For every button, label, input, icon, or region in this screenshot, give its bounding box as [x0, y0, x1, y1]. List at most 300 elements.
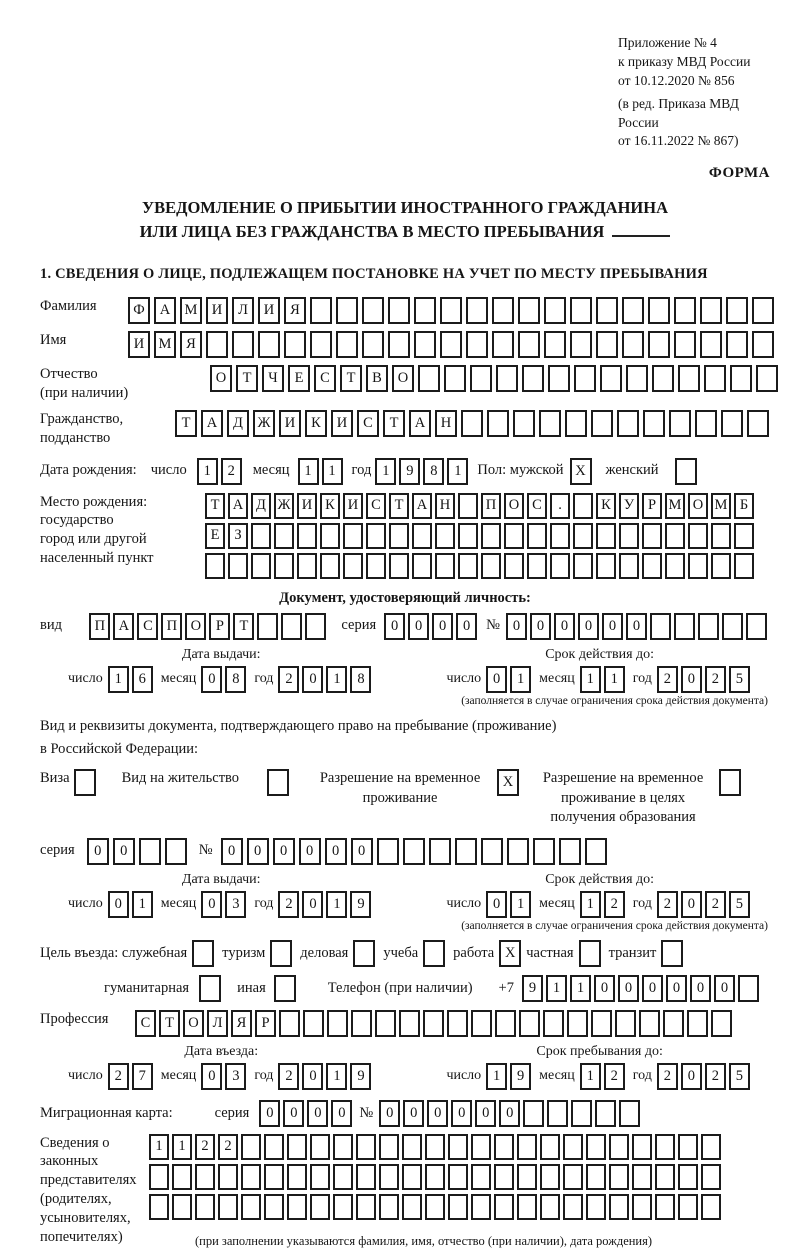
- char-box[interactable]: [756, 365, 778, 392]
- char-box[interactable]: О: [688, 493, 708, 519]
- char-box[interactable]: [559, 838, 581, 865]
- char-box[interactable]: [722, 613, 743, 640]
- char-box[interactable]: [492, 297, 514, 324]
- char-box[interactable]: 0: [299, 838, 321, 865]
- char-box[interactable]: [481, 523, 501, 549]
- purpose-work-checkbox[interactable]: X: [499, 940, 521, 967]
- char-box[interactable]: [403, 838, 425, 865]
- char-box[interactable]: 0: [408, 613, 429, 640]
- char-box[interactable]: [504, 523, 524, 549]
- char-box[interactable]: [343, 523, 363, 549]
- char-box[interactable]: [379, 1164, 399, 1190]
- char-box[interactable]: А: [409, 410, 431, 437]
- char-box[interactable]: [297, 553, 317, 579]
- char-box[interactable]: [619, 1100, 640, 1127]
- char-box[interactable]: [609, 1194, 629, 1220]
- purpose-humanitarian-checkbox[interactable]: [199, 975, 221, 1002]
- char-box[interactable]: 0: [554, 613, 575, 640]
- char-box[interactable]: [320, 553, 340, 579]
- char-box[interactable]: [730, 365, 752, 392]
- char-box[interactable]: И: [279, 410, 301, 437]
- char-box[interactable]: Т: [159, 1010, 180, 1037]
- char-box[interactable]: [264, 1194, 284, 1220]
- char-box[interactable]: 0: [618, 975, 639, 1002]
- temp-residence-checkbox[interactable]: X: [497, 769, 519, 796]
- char-box[interactable]: И: [258, 297, 280, 324]
- char-box[interactable]: [701, 1164, 721, 1190]
- char-box[interactable]: Т: [236, 365, 258, 392]
- char-box[interactable]: [698, 613, 719, 640]
- char-box[interactable]: 0: [201, 666, 222, 693]
- char-box[interactable]: [711, 1010, 732, 1037]
- char-box[interactable]: [471, 1164, 491, 1190]
- char-box[interactable]: Н: [435, 410, 457, 437]
- char-box[interactable]: [563, 1194, 583, 1220]
- char-box[interactable]: 8: [350, 666, 371, 693]
- char-box[interactable]: [586, 1134, 606, 1160]
- char-box[interactable]: [711, 523, 731, 549]
- char-box[interactable]: [412, 553, 432, 579]
- char-box[interactable]: [232, 331, 254, 358]
- char-box[interactable]: [241, 1164, 261, 1190]
- char-box[interactable]: А: [228, 493, 248, 519]
- char-box[interactable]: [455, 838, 477, 865]
- residence-permit-checkbox[interactable]: [267, 769, 289, 796]
- char-box[interactable]: [414, 297, 436, 324]
- char-box[interactable]: [688, 523, 708, 549]
- char-box[interactable]: 0: [427, 1100, 448, 1127]
- char-box[interactable]: [600, 365, 622, 392]
- char-box[interactable]: 0: [486, 666, 507, 693]
- char-box[interactable]: Л: [232, 297, 254, 324]
- char-box[interactable]: [726, 297, 748, 324]
- char-box[interactable]: 1: [326, 666, 347, 693]
- char-box[interactable]: [195, 1194, 215, 1220]
- char-box[interactable]: [366, 523, 386, 549]
- char-box[interactable]: А: [154, 297, 176, 324]
- char-box[interactable]: [481, 838, 503, 865]
- char-box[interactable]: [448, 1164, 468, 1190]
- char-box[interactable]: [494, 1164, 514, 1190]
- char-box[interactable]: 0: [302, 1063, 323, 1090]
- char-box[interactable]: [734, 553, 754, 579]
- char-box[interactable]: [333, 1134, 353, 1160]
- char-box[interactable]: О: [185, 613, 206, 640]
- char-box[interactable]: 0: [113, 838, 135, 865]
- char-box[interactable]: [351, 1010, 372, 1037]
- char-box[interactable]: [466, 331, 488, 358]
- char-box[interactable]: [444, 365, 466, 392]
- char-box[interactable]: О: [392, 365, 414, 392]
- char-box[interactable]: Р: [255, 1010, 276, 1037]
- char-box[interactable]: 2: [278, 1063, 299, 1090]
- char-box[interactable]: С: [135, 1010, 156, 1037]
- char-box[interactable]: [700, 331, 722, 358]
- char-box[interactable]: 2: [705, 1063, 726, 1090]
- char-box[interactable]: [688, 553, 708, 579]
- char-box[interactable]: 1: [580, 666, 601, 693]
- char-box[interactable]: [591, 1010, 612, 1037]
- char-box[interactable]: К: [305, 410, 327, 437]
- char-box[interactable]: [619, 553, 639, 579]
- char-box[interactable]: Ж: [274, 493, 294, 519]
- char-box[interactable]: [356, 1134, 376, 1160]
- char-box[interactable]: [139, 838, 161, 865]
- char-box[interactable]: [663, 1010, 684, 1037]
- char-box[interactable]: А: [412, 493, 432, 519]
- char-box[interactable]: [471, 1194, 491, 1220]
- char-box[interactable]: [704, 365, 726, 392]
- char-box[interactable]: О: [504, 493, 524, 519]
- char-box[interactable]: [701, 1194, 721, 1220]
- char-box[interactable]: Е: [205, 523, 225, 549]
- char-box[interactable]: 9: [522, 975, 543, 1002]
- char-box[interactable]: Я: [231, 1010, 252, 1037]
- char-box[interactable]: [609, 1164, 629, 1190]
- char-box[interactable]: Н: [435, 493, 455, 519]
- char-box[interactable]: [466, 297, 488, 324]
- char-box[interactable]: Я: [180, 331, 202, 358]
- char-box[interactable]: [241, 1134, 261, 1160]
- char-box[interactable]: 0: [475, 1100, 496, 1127]
- char-box[interactable]: Р: [642, 493, 662, 519]
- char-box[interactable]: 0: [666, 975, 687, 1002]
- char-box[interactable]: [228, 553, 248, 579]
- char-box[interactable]: Ф: [128, 297, 150, 324]
- char-box[interactable]: [320, 523, 340, 549]
- char-box[interactable]: [586, 1164, 606, 1190]
- char-box[interactable]: [458, 553, 478, 579]
- char-box[interactable]: [287, 1164, 307, 1190]
- char-box[interactable]: [550, 553, 570, 579]
- char-box[interactable]: 1: [604, 666, 625, 693]
- char-box[interactable]: [648, 297, 670, 324]
- char-box[interactable]: [435, 523, 455, 549]
- char-box[interactable]: [574, 365, 596, 392]
- char-box[interactable]: [674, 613, 695, 640]
- char-box[interactable]: И: [297, 493, 317, 519]
- char-box[interactable]: [747, 410, 769, 437]
- char-box[interactable]: Т: [233, 613, 254, 640]
- char-box[interactable]: М: [665, 493, 685, 519]
- char-box[interactable]: [257, 613, 278, 640]
- char-box[interactable]: [251, 553, 271, 579]
- char-box[interactable]: [642, 553, 662, 579]
- char-box[interactable]: [418, 365, 440, 392]
- char-box[interactable]: [619, 523, 639, 549]
- char-box[interactable]: 0: [307, 1100, 328, 1127]
- char-box[interactable]: [674, 331, 696, 358]
- char-box[interactable]: [241, 1194, 261, 1220]
- char-box[interactable]: [550, 523, 570, 549]
- char-box[interactable]: Р: [209, 613, 230, 640]
- char-box[interactable]: 1: [447, 458, 468, 485]
- char-box[interactable]: [440, 331, 462, 358]
- char-box[interactable]: [440, 297, 462, 324]
- char-box[interactable]: С: [314, 365, 336, 392]
- visa-checkbox[interactable]: [74, 769, 96, 796]
- char-box[interactable]: Л: [207, 1010, 228, 1037]
- char-box[interactable]: [287, 1194, 307, 1220]
- char-box[interactable]: [632, 1134, 652, 1160]
- char-box[interactable]: [425, 1194, 445, 1220]
- char-box[interactable]: [721, 410, 743, 437]
- char-box[interactable]: [687, 1010, 708, 1037]
- char-box[interactable]: [570, 297, 592, 324]
- char-box[interactable]: 0: [690, 975, 711, 1002]
- char-box[interactable]: [519, 1010, 540, 1037]
- char-box[interactable]: [527, 523, 547, 549]
- char-box[interactable]: 0: [432, 613, 453, 640]
- char-box[interactable]: 0: [384, 613, 405, 640]
- char-box[interactable]: Т: [340, 365, 362, 392]
- char-box[interactable]: 0: [273, 838, 295, 865]
- char-box[interactable]: [652, 365, 674, 392]
- char-box[interactable]: М: [711, 493, 731, 519]
- char-box[interactable]: [573, 493, 593, 519]
- char-box[interactable]: [412, 523, 432, 549]
- char-box[interactable]: И: [343, 493, 363, 519]
- char-box[interactable]: [591, 410, 613, 437]
- char-box[interactable]: [642, 523, 662, 549]
- char-box[interactable]: 0: [456, 613, 477, 640]
- char-box[interactable]: 0: [379, 1100, 400, 1127]
- char-box[interactable]: [527, 553, 547, 579]
- char-box[interactable]: Д: [251, 493, 271, 519]
- char-box[interactable]: О: [210, 365, 232, 392]
- char-box[interactable]: 1: [149, 1134, 169, 1160]
- char-box[interactable]: [303, 1010, 324, 1037]
- char-box[interactable]: [517, 1134, 537, 1160]
- char-box[interactable]: А: [201, 410, 223, 437]
- char-box[interactable]: 0: [714, 975, 735, 1002]
- char-box[interactable]: [655, 1194, 675, 1220]
- char-box[interactable]: [573, 523, 593, 549]
- char-box[interactable]: 5: [729, 666, 750, 693]
- char-box[interactable]: [470, 365, 492, 392]
- char-box[interactable]: 1: [580, 1063, 601, 1090]
- char-box[interactable]: [414, 331, 436, 358]
- char-box[interactable]: [343, 553, 363, 579]
- char-box[interactable]: [565, 410, 587, 437]
- char-box[interactable]: Т: [383, 410, 405, 437]
- char-box[interactable]: 0: [578, 613, 599, 640]
- char-box[interactable]: 0: [486, 891, 507, 918]
- char-box[interactable]: [402, 1164, 422, 1190]
- char-box[interactable]: [632, 1164, 652, 1190]
- char-box[interactable]: [540, 1194, 560, 1220]
- char-box[interactable]: [274, 553, 294, 579]
- char-box[interactable]: [595, 1100, 616, 1127]
- char-box[interactable]: [609, 1134, 629, 1160]
- char-box[interactable]: [539, 410, 561, 437]
- char-box[interactable]: [423, 1010, 444, 1037]
- char-box[interactable]: 0: [499, 1100, 520, 1127]
- char-box[interactable]: [596, 523, 616, 549]
- char-box[interactable]: 0: [201, 1063, 222, 1090]
- char-box[interactable]: 0: [530, 613, 551, 640]
- char-box[interactable]: [389, 553, 409, 579]
- char-box[interactable]: 0: [506, 613, 527, 640]
- char-box[interactable]: [264, 1164, 284, 1190]
- char-box[interactable]: [695, 410, 717, 437]
- char-box[interactable]: 1: [570, 975, 591, 1002]
- char-box[interactable]: [494, 1194, 514, 1220]
- char-box[interactable]: 2: [195, 1134, 215, 1160]
- char-box[interactable]: [540, 1134, 560, 1160]
- char-box[interactable]: [492, 331, 514, 358]
- char-box[interactable]: 0: [331, 1100, 352, 1127]
- char-box[interactable]: [738, 975, 759, 1002]
- purpose-business-checkbox[interactable]: [353, 940, 375, 967]
- char-box[interactable]: [632, 1194, 652, 1220]
- char-box[interactable]: М: [180, 297, 202, 324]
- char-box[interactable]: 0: [87, 838, 109, 865]
- char-box[interactable]: [274, 523, 294, 549]
- char-box[interactable]: [655, 1134, 675, 1160]
- char-box[interactable]: [678, 365, 700, 392]
- char-box[interactable]: [504, 553, 524, 579]
- char-box[interactable]: [264, 1134, 284, 1160]
- char-box[interactable]: 6: [132, 666, 153, 693]
- char-box[interactable]: [458, 493, 478, 519]
- char-box[interactable]: [218, 1194, 238, 1220]
- char-box[interactable]: [700, 297, 722, 324]
- char-box[interactable]: 3: [225, 1063, 246, 1090]
- char-box[interactable]: [362, 331, 384, 358]
- char-box[interactable]: 8: [423, 458, 444, 485]
- char-box[interactable]: [495, 1010, 516, 1037]
- char-box[interactable]: [402, 1134, 422, 1160]
- char-box[interactable]: О: [183, 1010, 204, 1037]
- char-box[interactable]: Т: [205, 493, 225, 519]
- char-box[interactable]: [540, 1164, 560, 1190]
- char-box[interactable]: [487, 410, 509, 437]
- char-box[interactable]: И: [331, 410, 353, 437]
- char-box[interactable]: 0: [681, 891, 702, 918]
- char-box[interactable]: 2: [278, 891, 299, 918]
- char-box[interactable]: [507, 838, 529, 865]
- char-box[interactable]: [362, 297, 384, 324]
- temp-education-checkbox[interactable]: [719, 769, 741, 796]
- char-box[interactable]: [165, 838, 187, 865]
- char-box[interactable]: [356, 1164, 376, 1190]
- char-box[interactable]: 2: [108, 1063, 129, 1090]
- char-box[interactable]: [402, 1194, 422, 1220]
- char-box[interactable]: Ж: [253, 410, 275, 437]
- char-box[interactable]: [336, 297, 358, 324]
- char-box[interactable]: [518, 297, 540, 324]
- char-box[interactable]: [172, 1164, 192, 1190]
- char-box[interactable]: [547, 1100, 568, 1127]
- char-box[interactable]: 0: [351, 838, 373, 865]
- char-box[interactable]: 5: [729, 891, 750, 918]
- char-box[interactable]: [752, 331, 774, 358]
- char-box[interactable]: [425, 1164, 445, 1190]
- char-box[interactable]: [617, 410, 639, 437]
- char-box[interactable]: [665, 523, 685, 549]
- char-box[interactable]: 1: [197, 458, 218, 485]
- char-box[interactable]: [379, 1134, 399, 1160]
- char-box[interactable]: [543, 1010, 564, 1037]
- char-box[interactable]: [287, 1134, 307, 1160]
- char-box[interactable]: 0: [626, 613, 647, 640]
- char-box[interactable]: 0: [681, 666, 702, 693]
- char-box[interactable]: 1: [580, 891, 601, 918]
- char-box[interactable]: [523, 1100, 544, 1127]
- char-box[interactable]: 2: [604, 1063, 625, 1090]
- char-box[interactable]: З: [228, 523, 248, 549]
- char-box[interactable]: 2: [657, 1063, 678, 1090]
- char-box[interactable]: [258, 331, 280, 358]
- char-box[interactable]: [461, 410, 483, 437]
- char-box[interactable]: [622, 331, 644, 358]
- char-box[interactable]: П: [89, 613, 110, 640]
- char-box[interactable]: [513, 410, 535, 437]
- char-box[interactable]: 2: [657, 666, 678, 693]
- char-box[interactable]: [548, 365, 570, 392]
- char-box[interactable]: [251, 523, 271, 549]
- char-box[interactable]: [310, 297, 332, 324]
- char-box[interactable]: [678, 1164, 698, 1190]
- char-box[interactable]: И: [128, 331, 150, 358]
- char-box[interactable]: [726, 331, 748, 358]
- char-box[interactable]: [149, 1194, 169, 1220]
- char-box[interactable]: 1: [375, 458, 396, 485]
- char-box[interactable]: [544, 297, 566, 324]
- char-box[interactable]: Е: [288, 365, 310, 392]
- char-box[interactable]: [665, 553, 685, 579]
- char-box[interactable]: [746, 613, 767, 640]
- purpose-tourism-checkbox[interactable]: [270, 940, 292, 967]
- char-box[interactable]: А: [113, 613, 134, 640]
- char-box[interactable]: У: [619, 493, 639, 519]
- char-box[interactable]: 5: [729, 1063, 750, 1090]
- char-box[interactable]: [573, 553, 593, 579]
- char-box[interactable]: [399, 1010, 420, 1037]
- char-box[interactable]: [533, 838, 555, 865]
- char-box[interactable]: [305, 613, 326, 640]
- char-box[interactable]: [678, 1134, 698, 1160]
- char-box[interactable]: [669, 410, 691, 437]
- char-box[interactable]: В: [366, 365, 388, 392]
- char-box[interactable]: [481, 553, 501, 579]
- char-box[interactable]: [448, 1134, 468, 1160]
- char-box[interactable]: [458, 523, 478, 549]
- char-box[interactable]: [327, 1010, 348, 1037]
- char-box[interactable]: 0: [325, 838, 347, 865]
- char-box[interactable]: 1: [172, 1134, 192, 1160]
- char-box[interactable]: 2: [221, 458, 242, 485]
- char-box[interactable]: М: [154, 331, 176, 358]
- char-box[interactable]: [567, 1010, 588, 1037]
- char-box[interactable]: 1: [108, 666, 129, 693]
- char-box[interactable]: К: [596, 493, 616, 519]
- purpose-other-checkbox[interactable]: [274, 975, 296, 1002]
- char-box[interactable]: [172, 1194, 192, 1220]
- char-box[interactable]: [626, 365, 648, 392]
- char-box[interactable]: [310, 1164, 330, 1190]
- char-box[interactable]: [563, 1164, 583, 1190]
- char-box[interactable]: [356, 1194, 376, 1220]
- char-box[interactable]: [425, 1134, 445, 1160]
- char-box[interactable]: 1: [486, 1063, 507, 1090]
- char-box[interactable]: 9: [350, 1063, 371, 1090]
- char-box[interactable]: [585, 838, 607, 865]
- char-box[interactable]: [648, 331, 670, 358]
- char-box[interactable]: [471, 1134, 491, 1160]
- char-box[interactable]: [701, 1134, 721, 1160]
